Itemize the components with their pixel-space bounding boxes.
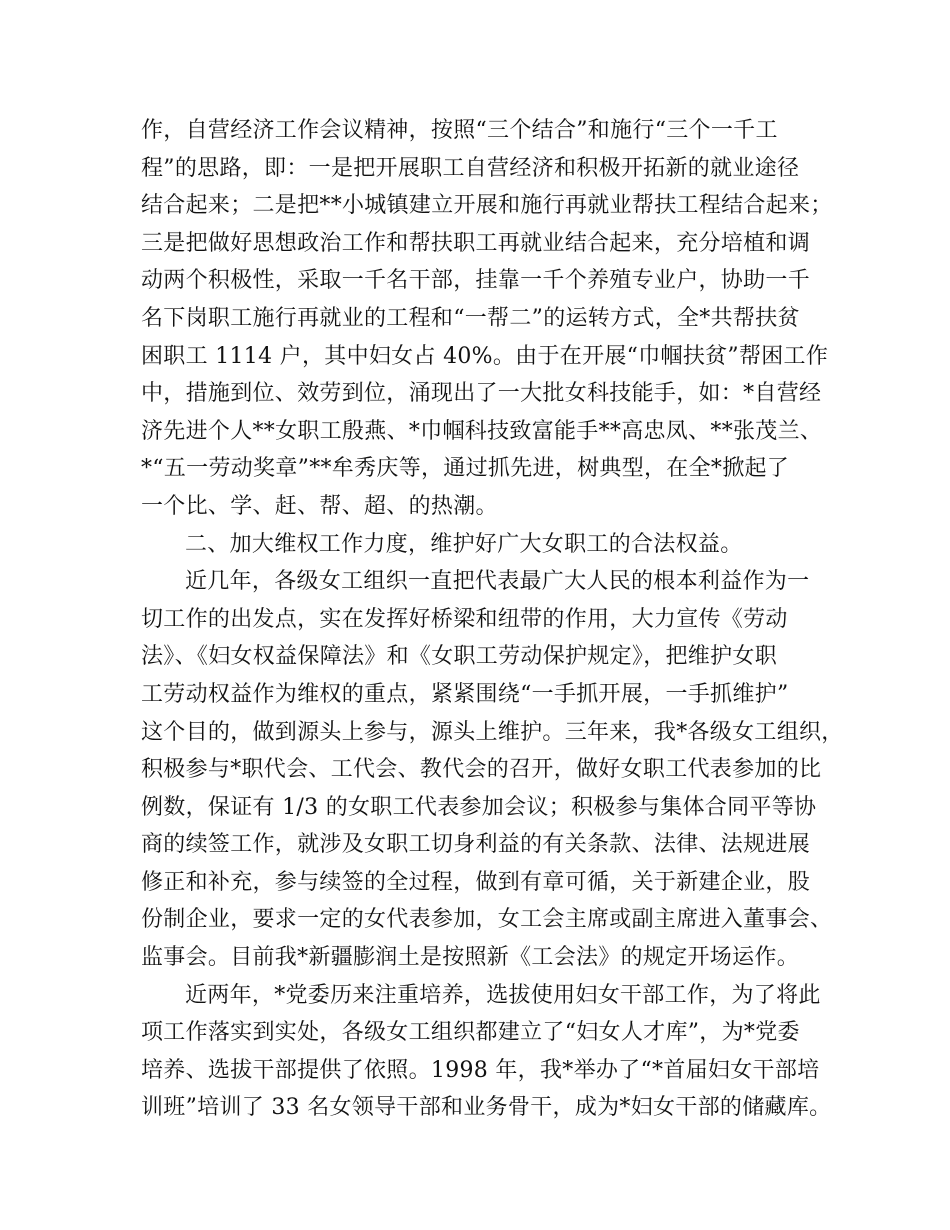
text-line-22: 份制企业，要求一定的女代表参加，女工会主席或副主席进入董事会、 [141, 907, 833, 933]
text-line-2: 程”的思路，即：一是把开展职工自营经济和积极开拓新的就业途径 [141, 155, 800, 181]
text-line-3: 结合起来；二是把**小城镇建立开展和施行再就业帮扶工程结合起来； [141, 193, 833, 219]
text-line-14: 切工作的出发点，实在发挥好桥梁和纽带的作用，大力宣传《劳动 [141, 606, 788, 632]
text-line-6: 名下岗职工施行再就业的工程和“一帮二”的运转方式，全*共帮扶贫 [141, 305, 800, 331]
document-body [141, 112, 844, 1127]
text-line-17: 这个目的，做到源头上参与，源头上维护。三年来，我*各级女工组织， [141, 719, 844, 745]
text-line-27: 训班”培训了 33 名女领导干部和业务骨干，成为*妇女干部的储藏库。 [141, 1095, 832, 1121]
text-line-16: 工劳动权益作为维权的重点，紧紧围绕“一手抓开展，一手抓维护” [141, 681, 789, 707]
text-line-18: 积极参与*职代会、工代会、教代会的召开，做好女职工代表参加的比 [141, 757, 822, 783]
text-line-9: 济先进个人**女职工殷燕、*巾帼科技致富能手**高忠凤、**张茂兰、 [141, 418, 823, 444]
section-heading: 二、加大维权工作力度，维护好广大女职工的合法权益。 [185, 531, 743, 557]
text-line-7: 困职工 1114 户，其中妇女占 40%。由于在开展“巾帼扶贫”帮困工作 [141, 343, 829, 369]
text-line-8: 中，措施到位、效劳到位，涌现出了一大批女科技能手，如：*自营经 [141, 381, 822, 407]
text-line-4: 三是把做好思想政治工作和帮扶职工再就业结合起来，充分培植和调 [141, 230, 811, 256]
text-line-1: 作，自营经济工作会议精神，按照“三个结合”和施行“三个一千工 [141, 118, 778, 143]
text-line-21: 修正和补充，参与续签的全过程，做到有章可循，关于新建企业，股 [141, 869, 811, 895]
text-line-23: 监事会。目前我*新疆膨润土是按照新《工会法》的规定开场运作。 [141, 945, 800, 971]
text-line-15: 法》、《妇女权益保障法》和《女职工劳动保护规定》，把维护女职 [141, 644, 778, 670]
text-line-5: 动两个积极性，采取一千名干部，挂靠一千个养殖专业户，协助一千 [141, 268, 811, 294]
text-line-11: 一个比、学、赶、帮、超、的热潮。 [141, 493, 498, 519]
text-line-24: 近两年，*党委历来注重培养，选拔使用妇女干部工作，为了将此 [185, 982, 821, 1008]
text-line-10: *“五一劳动奖章”**牟秀庆等，通过抓先进，树典型，在全*掀起了 [141, 456, 790, 482]
text-line-13: 近几年，各级女工组织一直把代表最广大人民的根本利益作为一 [185, 569, 810, 595]
text-line-19: 例数，保证有 1/3 的女职工代表参加会议；积极参与集体合同平等协 [141, 794, 817, 820]
text-line-26: 培养、选拔干部提供了依照。1998 年，我*举办了“*首届妇女干部培 [141, 1057, 820, 1083]
text-line-25: 项工作落实到实处，各级女工组织都建立了“妇女人才库”，为*党委 [141, 1020, 800, 1046]
text-line-20: 商的续签工作，就涉及女职工切身利益的有关条款、法律、法规进展 [141, 832, 811, 858]
